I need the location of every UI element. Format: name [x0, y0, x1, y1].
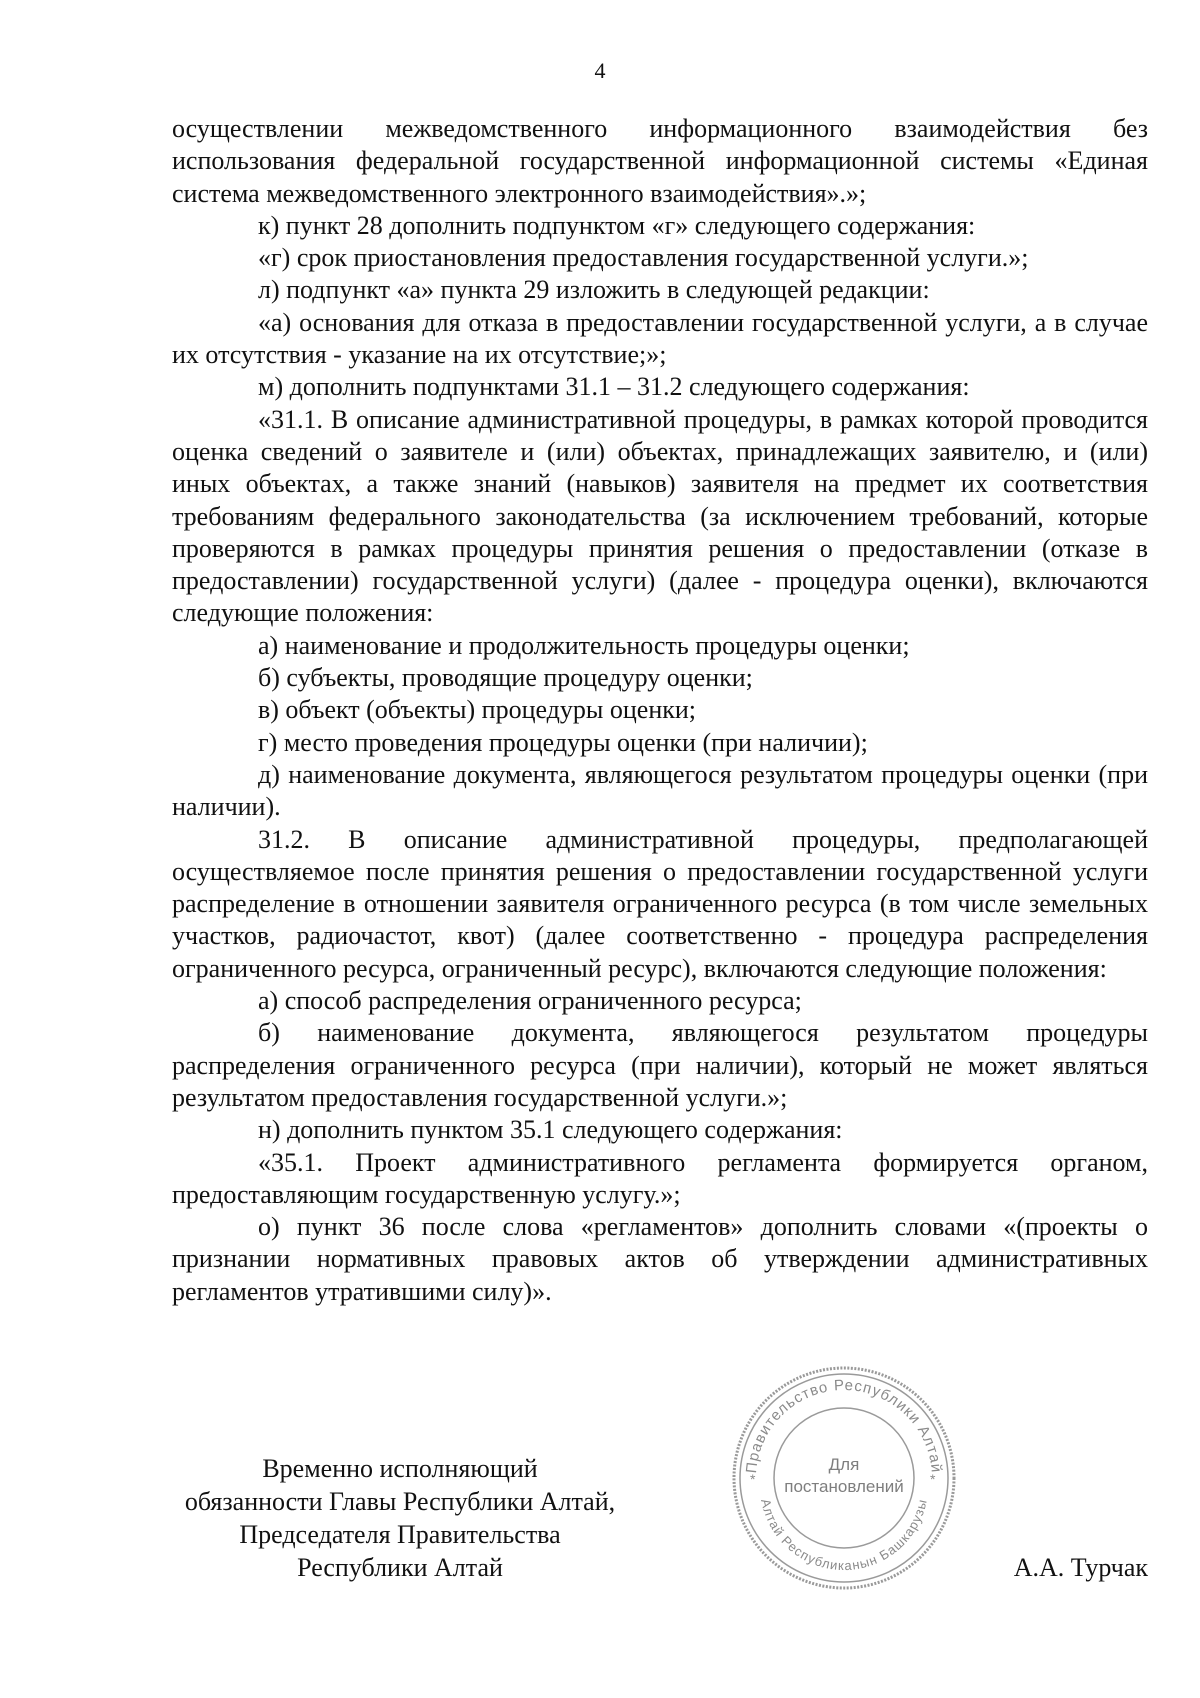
paragraph: к) пункт 28 дополнить подпунктом «г» следующего содержания: [258, 210, 976, 240]
svg-text:*: * [750, 1471, 756, 1487]
page-number: 4 [594, 58, 606, 83]
paragraph: а) способ распределения ограниченного ресурса; [258, 986, 802, 1016]
paragraph: о) пункт 36 после слова «регламентов» дополнить словами «(проекты о признании нормативных правовых актов об утверждении административных регламентов утратившими силу)». [172, 1212, 1148, 1306]
paragraph: «г) срок приостановления предоставления государственной услуги.»; [258, 243, 1029, 273]
official-seal [730, 1364, 958, 1592]
paragraph: б) наименование документа, являющегося результатом процедуры распределения ограниченного ресурса (при наличии), который не может являться результатом предоставления государственной услуги.»; [172, 1018, 1148, 1112]
signatory-name: А.А. Турчак [1013, 1553, 1148, 1582]
svg-text:постановлений: постановлений [784, 1477, 904, 1496]
svg-text:Для: Для [828, 1455, 860, 1474]
signatory-position [160, 1452, 640, 1584]
svg-text:*: * [930, 1471, 936, 1487]
signatory-position-line: Республики Алтай [297, 1553, 503, 1582]
paragraph: л) подпункт «а» пункта 29 изложить в следующей редакции: [258, 275, 930, 305]
signatory-position-line: Временно исполняющий [262, 1454, 538, 1483]
paragraph: «а) основания для отказа в предоставлении государственной услуги, а в случае их отсутствия - указание на их отсутствие;»; [172, 307, 1148, 370]
paragraph: г) место проведения процедуры оценки (при наличии); [258, 727, 868, 757]
paragraph: «31.1. В описание административной процедуры, в рамках которой проводится оценка сведений о заявителе и (или) объектах, принадлежащих заявителю, и (или) иных объектах, а также знаний (навыков) заявителя на предмет их соответствия требованиям федерального законодательства (за исключением требований, которые проверяются в рамках процедуры принятия решения о предоставлении (отказе в предоставлении) государственной услуги) (далее - процедура оценки), включаются следующие положения: [172, 404, 1148, 628]
paragraph: в) объект (объекты) процедуры оценки; [258, 695, 697, 725]
paragraph: а) наименование и продолжительность процедуры оценки; [258, 630, 910, 660]
document-body [172, 113, 1148, 1308]
svg-text:Правительство Республики Алтай: Правительство Республики Алтай [742, 1376, 945, 1475]
paragraph: 31.2. В описание административной процедуры, предполагающей осуществляемое после принятия решения о предоставлении государственной услуги распределение в отношении заявителя ограниченного ресурса (в том числе земельных участков, радиочастот, квот) (далее соответственно - процедура распределения ограниченного ресурса, ограниченный ресурс), включаются следующие положения: [172, 824, 1148, 983]
svg-text:Алтай Республиканын Башкарузы: Алтай Республиканын Башкарузы [758, 1497, 930, 1574]
paragraph: д) наименование документа, являющегося результатом процедуры оценки (при наличии). [172, 759, 1148, 822]
signatory-position-line: обязанности Главы Республики Алтай, [184, 1487, 616, 1516]
signatory-position-line: Председателя Правительства [239, 1520, 561, 1549]
paragraph: н) дополнить пунктом 35.1 следующего содержания: [258, 1115, 843, 1145]
paragraph: б) субъекты, проводящие процедуру оценки; [258, 663, 753, 693]
paragraph: осуществлении межведомственного информационного взаимодействия без использования федеральной государственной информационной системы «Единая система межведомственного электронного взаимодействия».»; [172, 114, 1148, 208]
paragraph: «35.1. Проект административного регламента формируется органом, предоставляющим государственную услугу.»; [172, 1147, 1148, 1209]
paragraph: м) дополнить подпунктами 31.1 – 31.2 следующего содержания: [258, 372, 970, 402]
